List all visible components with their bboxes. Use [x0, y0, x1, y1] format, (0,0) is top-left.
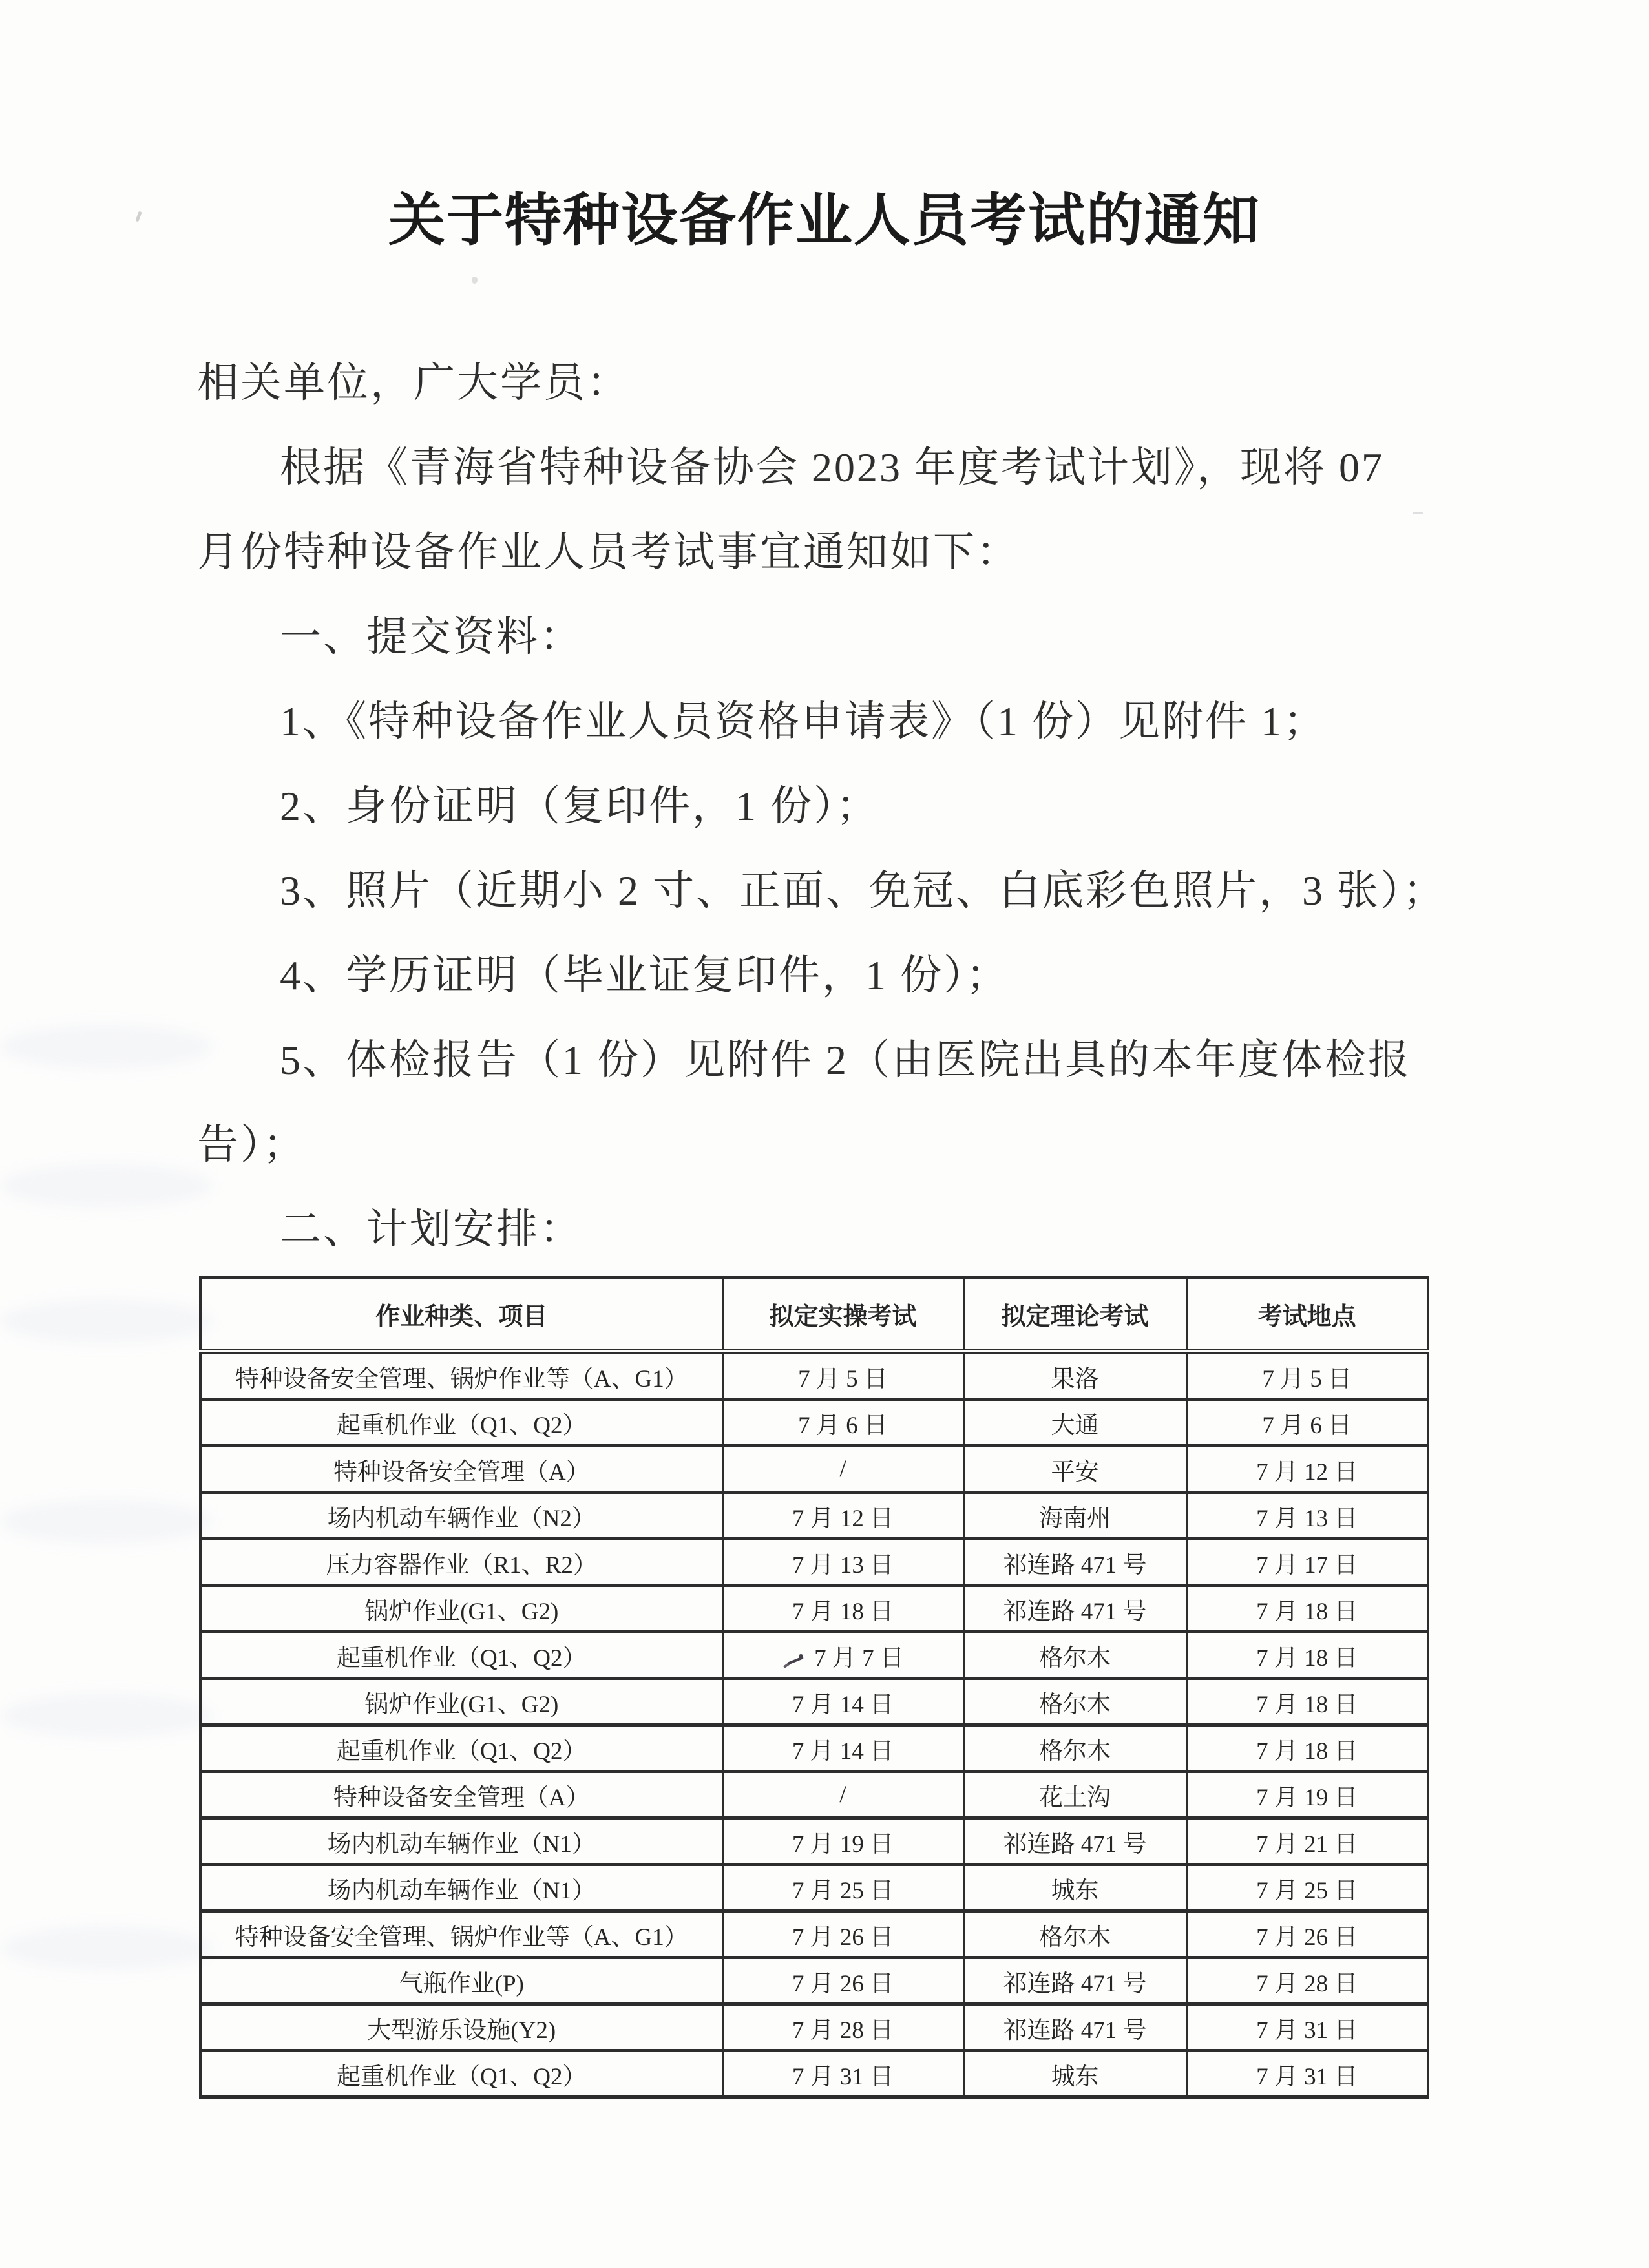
table-row	[200, 1632, 1428, 1679]
exam-schedule-table	[199, 1276, 1429, 2099]
salutation-line: 相关单位，广大学员：	[197, 360, 630, 406]
scan-smudge	[0, 1299, 213, 1344]
column-header-job-type: 作业种类、项目	[200, 1277, 722, 1352]
table-cell: 大型游乐设施(Y2)	[200, 2004, 722, 2051]
table-cell: 格尔木	[963, 1725, 1186, 1772]
table-cell: 7 月 21 日	[1186, 1818, 1428, 1865]
table-row	[200, 1725, 1428, 1772]
table-row	[200, 1586, 1428, 1632]
column-header-theory-exam: 拟定理论考试	[963, 1277, 1186, 1352]
table-row	[200, 1865, 1428, 1911]
table-cell: 7 月 17 日	[1186, 1539, 1428, 1586]
table-cell: 花土沟	[963, 1772, 1186, 1818]
table-cell: 7 月 25 日	[722, 1865, 963, 1911]
table-cell: /	[722, 1772, 963, 1818]
table-cell: 特种设备安全管理、锅炉作业等（A、G1）	[200, 1352, 722, 1400]
table-cell: 格尔木	[963, 1679, 1186, 1725]
table-cell: 7 月 12 日	[722, 1493, 963, 1539]
table-cell: 起重机作业（Q1、Q2）	[200, 1400, 722, 1446]
table-row	[200, 1818, 1428, 1865]
table-cell: 7 月 25 日	[1186, 1865, 1428, 1911]
list-item-2: 2、身份证明（复印件，1 份）；	[280, 783, 879, 829]
table-cell: 气瓶作业(P)	[200, 1958, 722, 2004]
table-cell: 7 月 19 日	[1186, 1772, 1428, 1818]
list-item-5-continuation: 告）；	[197, 1122, 306, 1168]
table-row	[200, 1772, 1428, 1818]
table-cell: 祁连路 471 号	[963, 1539, 1186, 1586]
exam-schedule-body	[200, 1352, 1428, 2097]
table-row	[200, 1539, 1428, 1586]
table-cell: 起重机作业（Q1、Q2）	[200, 1632, 722, 1679]
scan-smudge	[0, 1163, 213, 1208]
table-cell: 7 月 14 日	[722, 1679, 963, 1725]
table-cell: 7 月 26 日	[722, 1911, 963, 1958]
table-cell: 7 月 6 日	[1186, 1400, 1428, 1446]
table-cell: 祁连路 471 号	[963, 1818, 1186, 1865]
list-item-3: 3、照片（近期小 2 寸、正面、免冠、白底彩色照片，3 张）；	[280, 868, 1446, 914]
table-cell: 特种设备安全管理、锅炉作业等（A、G1）	[200, 1911, 722, 1958]
table-cell: 大通	[963, 1400, 1186, 1446]
table-row	[200, 1958, 1428, 2004]
table-cell: 锅炉作业(G1、G2)	[200, 1586, 722, 1632]
table-cell: 7 月 19 日	[722, 1818, 963, 1865]
table-cell: 特种设备安全管理（A）	[200, 1772, 722, 1818]
table-cell: 格尔木	[963, 1632, 1186, 1679]
table-cell: 压力容器作业（R1、R2）	[200, 1539, 722, 1586]
table-cell: 7 月 7 日	[722, 1632, 963, 1679]
table-cell: 7 月 26 日	[1186, 1911, 1428, 1958]
section-1-heading: 一、提交资料：	[280, 614, 583, 660]
table-cell: 城东	[963, 1865, 1186, 1911]
pen-scribble-icon	[782, 1652, 808, 1668]
table-cell: 起重机作业（Q1、Q2）	[200, 1725, 722, 1772]
table-cell: 7 月 5 日	[1186, 1352, 1428, 1400]
table-row	[200, 1679, 1428, 1725]
table-cell: 场内机动车辆作业（N1）	[200, 1865, 722, 1911]
list-item-5: 5、体检报告（1 份）见附件 2（由医院出具的本年度体检报	[280, 1037, 1411, 1083]
list-item-4: 4、学历证明（毕业证复印件，1 份）；	[280, 952, 1009, 998]
scan-smudge	[0, 1693, 213, 1738]
table-row	[200, 2051, 1428, 2097]
table-cell: 7 月 26 日	[722, 1958, 963, 2004]
scan-smudge	[0, 1024, 213, 1069]
column-header-practical-exam: 拟定实操考试	[722, 1277, 963, 1352]
table-cell: 7 月 18 日	[1186, 1632, 1428, 1679]
table-row	[200, 2004, 1428, 2051]
table-cell: 平安	[963, 1446, 1186, 1493]
table-row	[200, 1911, 1428, 1958]
table-row	[200, 1400, 1428, 1446]
table-cell: 场内机动车辆作业（N1）	[200, 1818, 722, 1865]
table-cell: 特种设备安全管理（A）	[200, 1446, 722, 1493]
table-cell: 城东	[963, 2051, 1186, 2097]
table-cell: 7 月 13 日	[1186, 1493, 1428, 1539]
table-cell: 海南州	[963, 1493, 1186, 1539]
table-cell: 7 月 12 日	[1186, 1446, 1428, 1493]
table-cell: 祁连路 471 号	[963, 1958, 1186, 2004]
table-cell: 7 月 18 日	[1186, 1586, 1428, 1632]
table-cell: 格尔木	[963, 1911, 1186, 1958]
table-row	[200, 1352, 1428, 1400]
section-2-heading: 二、计划安排：	[280, 1206, 583, 1252]
list-item-1: 1、《特种设备作业人员资格申请表》（1 份）见附件 1；	[280, 698, 1327, 744]
scan-speck	[472, 277, 478, 284]
table-cell: 7 月 31 日	[1186, 2051, 1428, 2097]
table-cell: 7 月 5 日	[722, 1352, 963, 1400]
notice-body	[197, 341, 1573, 1272]
column-header-exam-location: 考试地点	[1186, 1277, 1428, 1352]
table-cell: 7 月 6 日	[722, 1400, 963, 1446]
table-cell: 7 月 18 日	[1186, 1725, 1428, 1772]
table-header-row	[200, 1277, 1428, 1352]
table-cell: 起重机作业（Q1、Q2）	[200, 2051, 722, 2097]
table-cell: 7 月 18 日	[722, 1586, 963, 1632]
paragraph-line-1: 根据《青海省特种设备协会 2023 年度考试计划》，现将 07	[280, 445, 1384, 490]
table-cell: 7 月 18 日	[1186, 1679, 1428, 1725]
table-cell: 祁连路 471 号	[963, 1586, 1186, 1632]
table-cell: 7 月 31 日	[1186, 2004, 1428, 2051]
table-cell: 7 月 13 日	[722, 1539, 963, 1586]
table-cell: 7 月 31 日	[722, 2051, 963, 2097]
table-cell: 果洛	[963, 1352, 1186, 1400]
table-row	[200, 1493, 1428, 1539]
table-cell: 锅炉作业(G1、G2)	[200, 1679, 722, 1725]
table-row	[200, 1446, 1428, 1493]
scan-smudge	[0, 1926, 213, 1971]
table-cell: 7 月 28 日	[1186, 1958, 1428, 2004]
scan-smudge	[0, 1499, 213, 1544]
table-cell: 7 月 14 日	[722, 1725, 963, 1772]
table-cell: /	[722, 1446, 963, 1493]
paragraph-line-2: 月份特种设备作业人员考试事宜通知如下：	[197, 529, 1020, 575]
table-cell: 场内机动车辆作业（N2）	[200, 1493, 722, 1539]
page-title: 关于特种设备作业人员考试的通知	[388, 188, 1261, 252]
table-cell: 7 月 28 日	[722, 2004, 963, 2051]
table-cell: 祁连路 471 号	[963, 2004, 1186, 2051]
